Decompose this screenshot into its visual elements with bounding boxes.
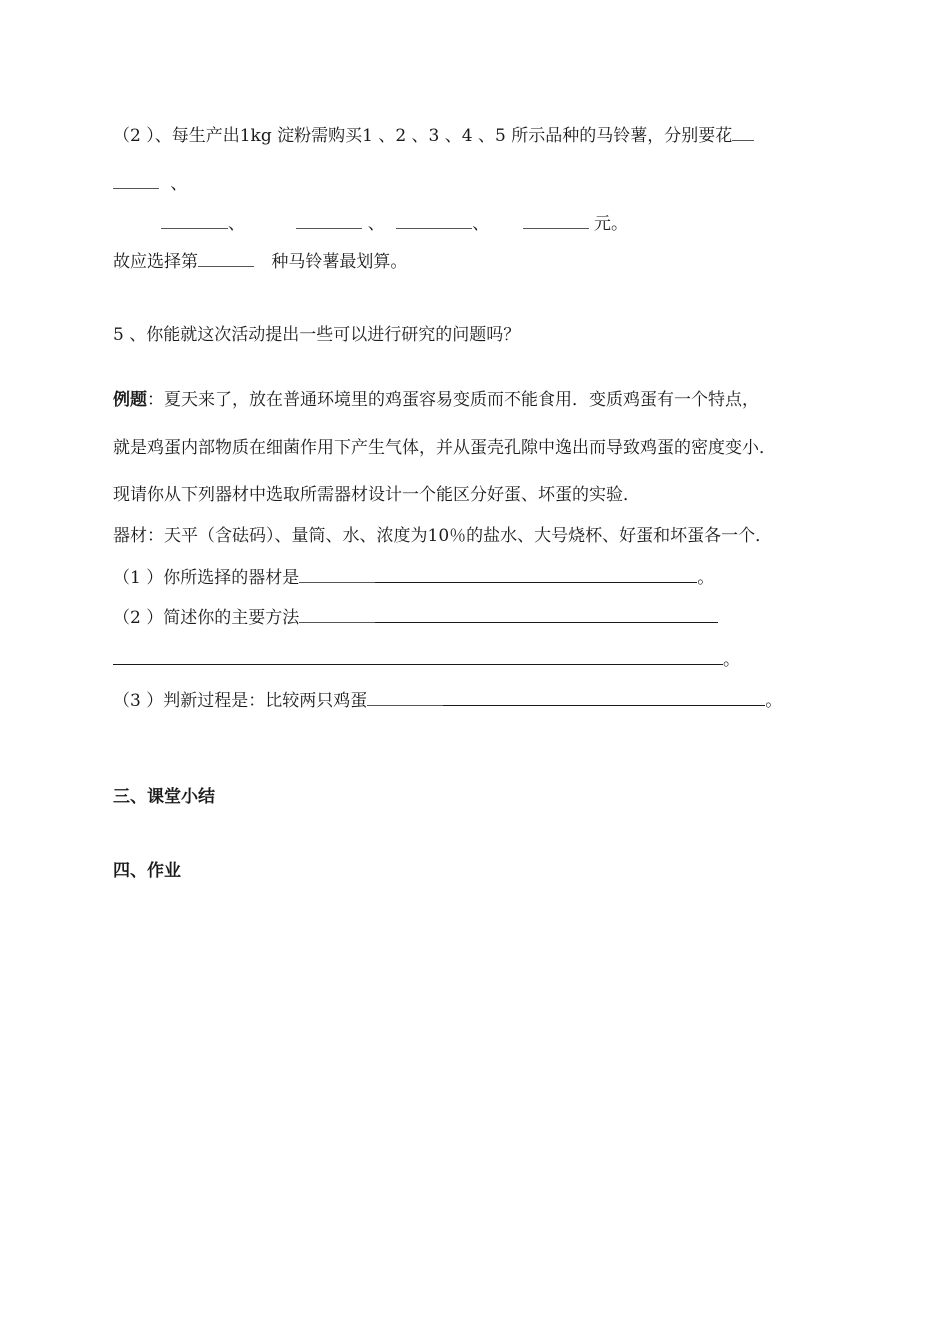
question-2-text: （2 ）、每生产出1kg 淀粉需购买1 、2 、3 、4 、5 所示品种的马铃薯，分别要花	[113, 126, 733, 146]
materials-text: 器材：天平（含砝码）、量筒、水、浓度为10％的盐水、大号烧杯、好蛋和坏蛋各一个．	[113, 526, 773, 546]
example-label: 例题	[113, 390, 147, 410]
answer-blank-2[interactable]	[161, 212, 228, 229]
answer-blank-method-c[interactable]	[113, 648, 723, 665]
separator: 、	[472, 214, 490, 234]
section-homework-heading	[113, 860, 181, 882]
sub-question-2-continuation	[113, 648, 740, 671]
choose-line	[113, 250, 407, 273]
example-paragraph-2	[113, 437, 776, 459]
section-homework-title: 四、作业	[113, 861, 181, 881]
answer-blank-1b[interactable]	[113, 172, 159, 189]
choose-suffix: 种马铃薯最划算。	[271, 252, 408, 272]
answer-blank-materials-a[interactable]	[299, 566, 375, 583]
unit-text: 元。	[588, 214, 629, 234]
sub-question-1	[113, 566, 714, 589]
sub-question-2-text: （2 ）简述你的主要方法	[113, 608, 300, 628]
materials-line	[113, 525, 772, 547]
sub-question-2	[113, 606, 718, 629]
example-paragraph-1	[113, 389, 759, 411]
separator: 、	[362, 214, 385, 234]
question-2-continuation	[113, 172, 187, 195]
answer-blank-5[interactable]	[523, 212, 589, 229]
answer-blank-4[interactable]	[396, 212, 472, 229]
example-text-2: 就是鸡蛋内部物质在细菌作用下产生气体，并从蛋壳孔隙中逸出而导致鸡蛋的密度变小．	[113, 438, 776, 458]
answer-blank-compare-b[interactable]	[443, 689, 765, 706]
end-mark: 。	[697, 568, 715, 588]
section-summary-heading	[113, 786, 215, 808]
section-summary-title: 三、课堂小结	[113, 787, 215, 807]
sub-question-3-text: （3 ）判新过程是：比较两只鸡蛋	[113, 691, 368, 711]
answer-blank-materials-b[interactable]	[375, 566, 697, 583]
separator: 、	[228, 214, 245, 234]
choose-prefix: 故应选择第	[113, 252, 198, 272]
answer-blank-method-b[interactable]	[375, 606, 718, 623]
end-mark: 。	[723, 650, 740, 670]
question-5-text: 5 、你能就这次活动提出一些可以进行研究的问题吗？	[113, 325, 521, 345]
sub-question-3	[113, 689, 782, 712]
example-text-3: 现请你从下列器材中选取所需器材设计一个能区分好蛋、坏蛋的实验．	[113, 485, 640, 505]
sub-question-1-text: （1 ）你所选择的器材是	[113, 568, 300, 588]
question-2-line	[113, 124, 754, 147]
question-5	[113, 324, 520, 346]
separator: 、	[170, 174, 188, 194]
example-paragraph-3	[113, 484, 640, 506]
answer-blank-1a[interactable]	[732, 124, 754, 141]
answer-blank-choice[interactable]	[198, 250, 254, 267]
answer-blank-3[interactable]	[296, 212, 362, 229]
answer-blank-compare-a[interactable]	[367, 689, 443, 706]
end-mark: 。	[765, 691, 783, 711]
answer-blanks-row	[113, 212, 628, 235]
answer-blank-method-a[interactable]	[299, 606, 375, 623]
example-text-1: ：夏天来了，放在普通环境里的鸡蛋容易变质而不能食用．变质鸡蛋有一个特点，	[147, 390, 759, 410]
